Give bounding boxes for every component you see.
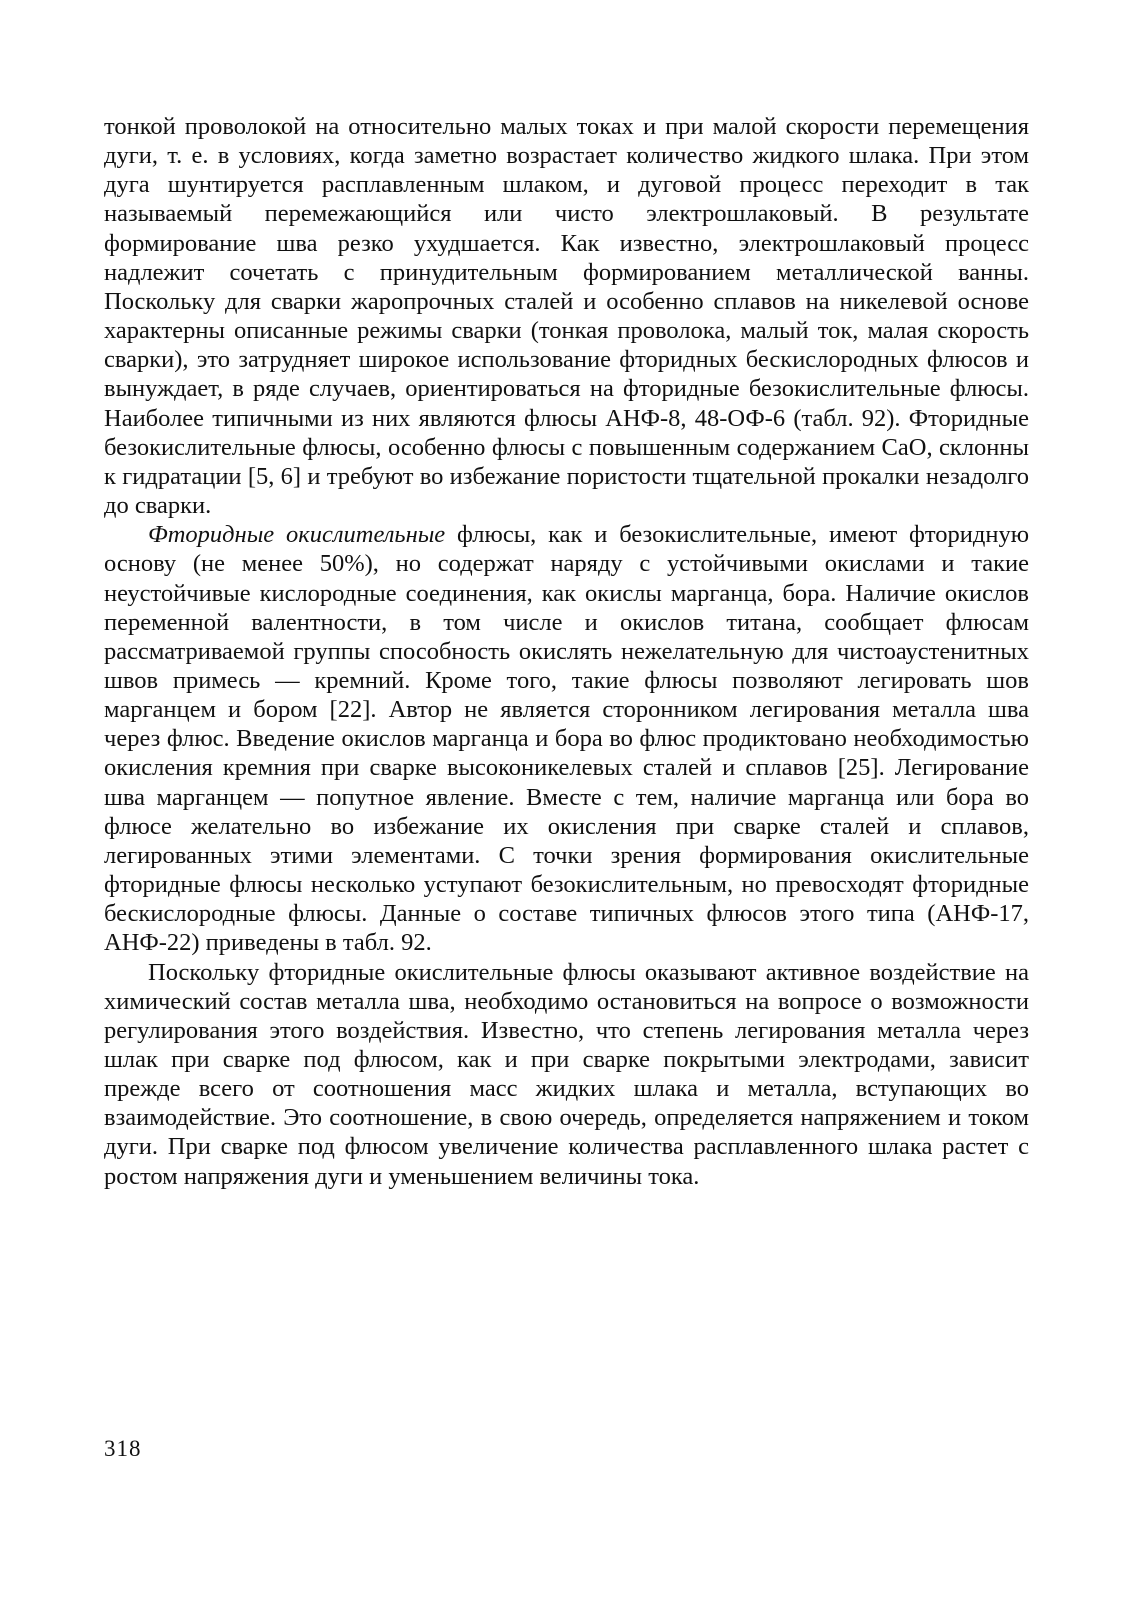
- page-number: 318: [104, 1436, 142, 1461]
- paragraph-3: Поскольку фторидные окислительные флюсы оказывают активное воздействие на химический состав металла шва, необходимо остановиться на вопросе о возможности регулирования этого воздействия. Известно, что степень легирования металла через шлак при сварке под флюсом, как и при сварке покрытыми электродами, зависит прежде всего от соотношения масс жидких шлака и металла, вступающих во взаимодействие. Это соотношение, в свою очередь, определяется напряжением и током дуги. При сварке под флюсом увеличение количества расплавленного шлака растет с ростом напряжения дуги и уменьшением величины тока.: [104, 958, 1029, 1190]
- paragraph-2-emphasis: Фторидные окислительные: [148, 521, 446, 549]
- paragraph-2: [104, 520, 1029, 957]
- paragraph-2-text: флюсы, как и безокислительные, имеют фторидную основу (не менее 50%), но содержат наряду с устойчивыми окислами и такие неустойчивые кислородные соединения, как окислы марганца, бора. Наличие окислов переменной валентности, в том числе и окислов титана, сообщает флюсам рассматриваемой группы способность окислять нежелательную для чистоаустенитных швов примесь — кремний. Кроме того, такие флюсы позволяют легировать шов марганцем и бором [22]. Автор не является сторонником легирования металла шва через флюс. Введение окислов марганца и бора во флюс продиктовано необходимостью окисления кремния при сварке высоконикелевых сталей и сплавов [25]. Легирование шва марганцем — попутное явление. Вместе с тем, наличие марганца или бора во флюсе желательно во избежание их окисления при сварке сталей и сплавов, легированных этими элементами. С точки зрения формирования окислительные фторидные флюсы несколько уступают безокислительным, но превосходят фторидные бескислородные флюсы. Данные о составе типичных флюсов этого типа (АНФ-17, АНФ-22) приведены в табл. 92.: [104, 521, 1029, 957]
- page-body: [104, 112, 1029, 1191]
- paragraph-1: тонкой проволокой на относительно малых токах и при малой скорости перемещения дуги, т. е. в условиях, когда заметно возрастает количество жидкого шлака. При этом дуга шунтируется расплавленным шлаком, и дуговой процесс переходит в так называемый перемежающийся или чисто электрошлаковый. В результате формирование шва резко ухудшается. Как известно, электрошлаковый процесс надлежит сочетать с принудительным формированием металлической ванны. Поскольку для сварки жаропрочных сталей и особенно сплавов на никелевой основе характерны описанные режимы сварки (тонкая проволока, малый ток, малая скорость сварки), это затрудняет широкое использование фторидных бескислородных флюсов и вынуждает, в ряде случаев, ориентироваться на фторидные безокислительные флюсы. Наиболее типичными из них являются флюсы АНФ-8, 48-ОФ-6 (табл. 92). Фторидные безокислительные флюсы, особенно флюсы с повышенным содержанием CaO, склонны к гидратации [5, 6] и требуют во избежание пористости тщательной прокалки незадолго до сварки.: [104, 113, 1029, 520]
